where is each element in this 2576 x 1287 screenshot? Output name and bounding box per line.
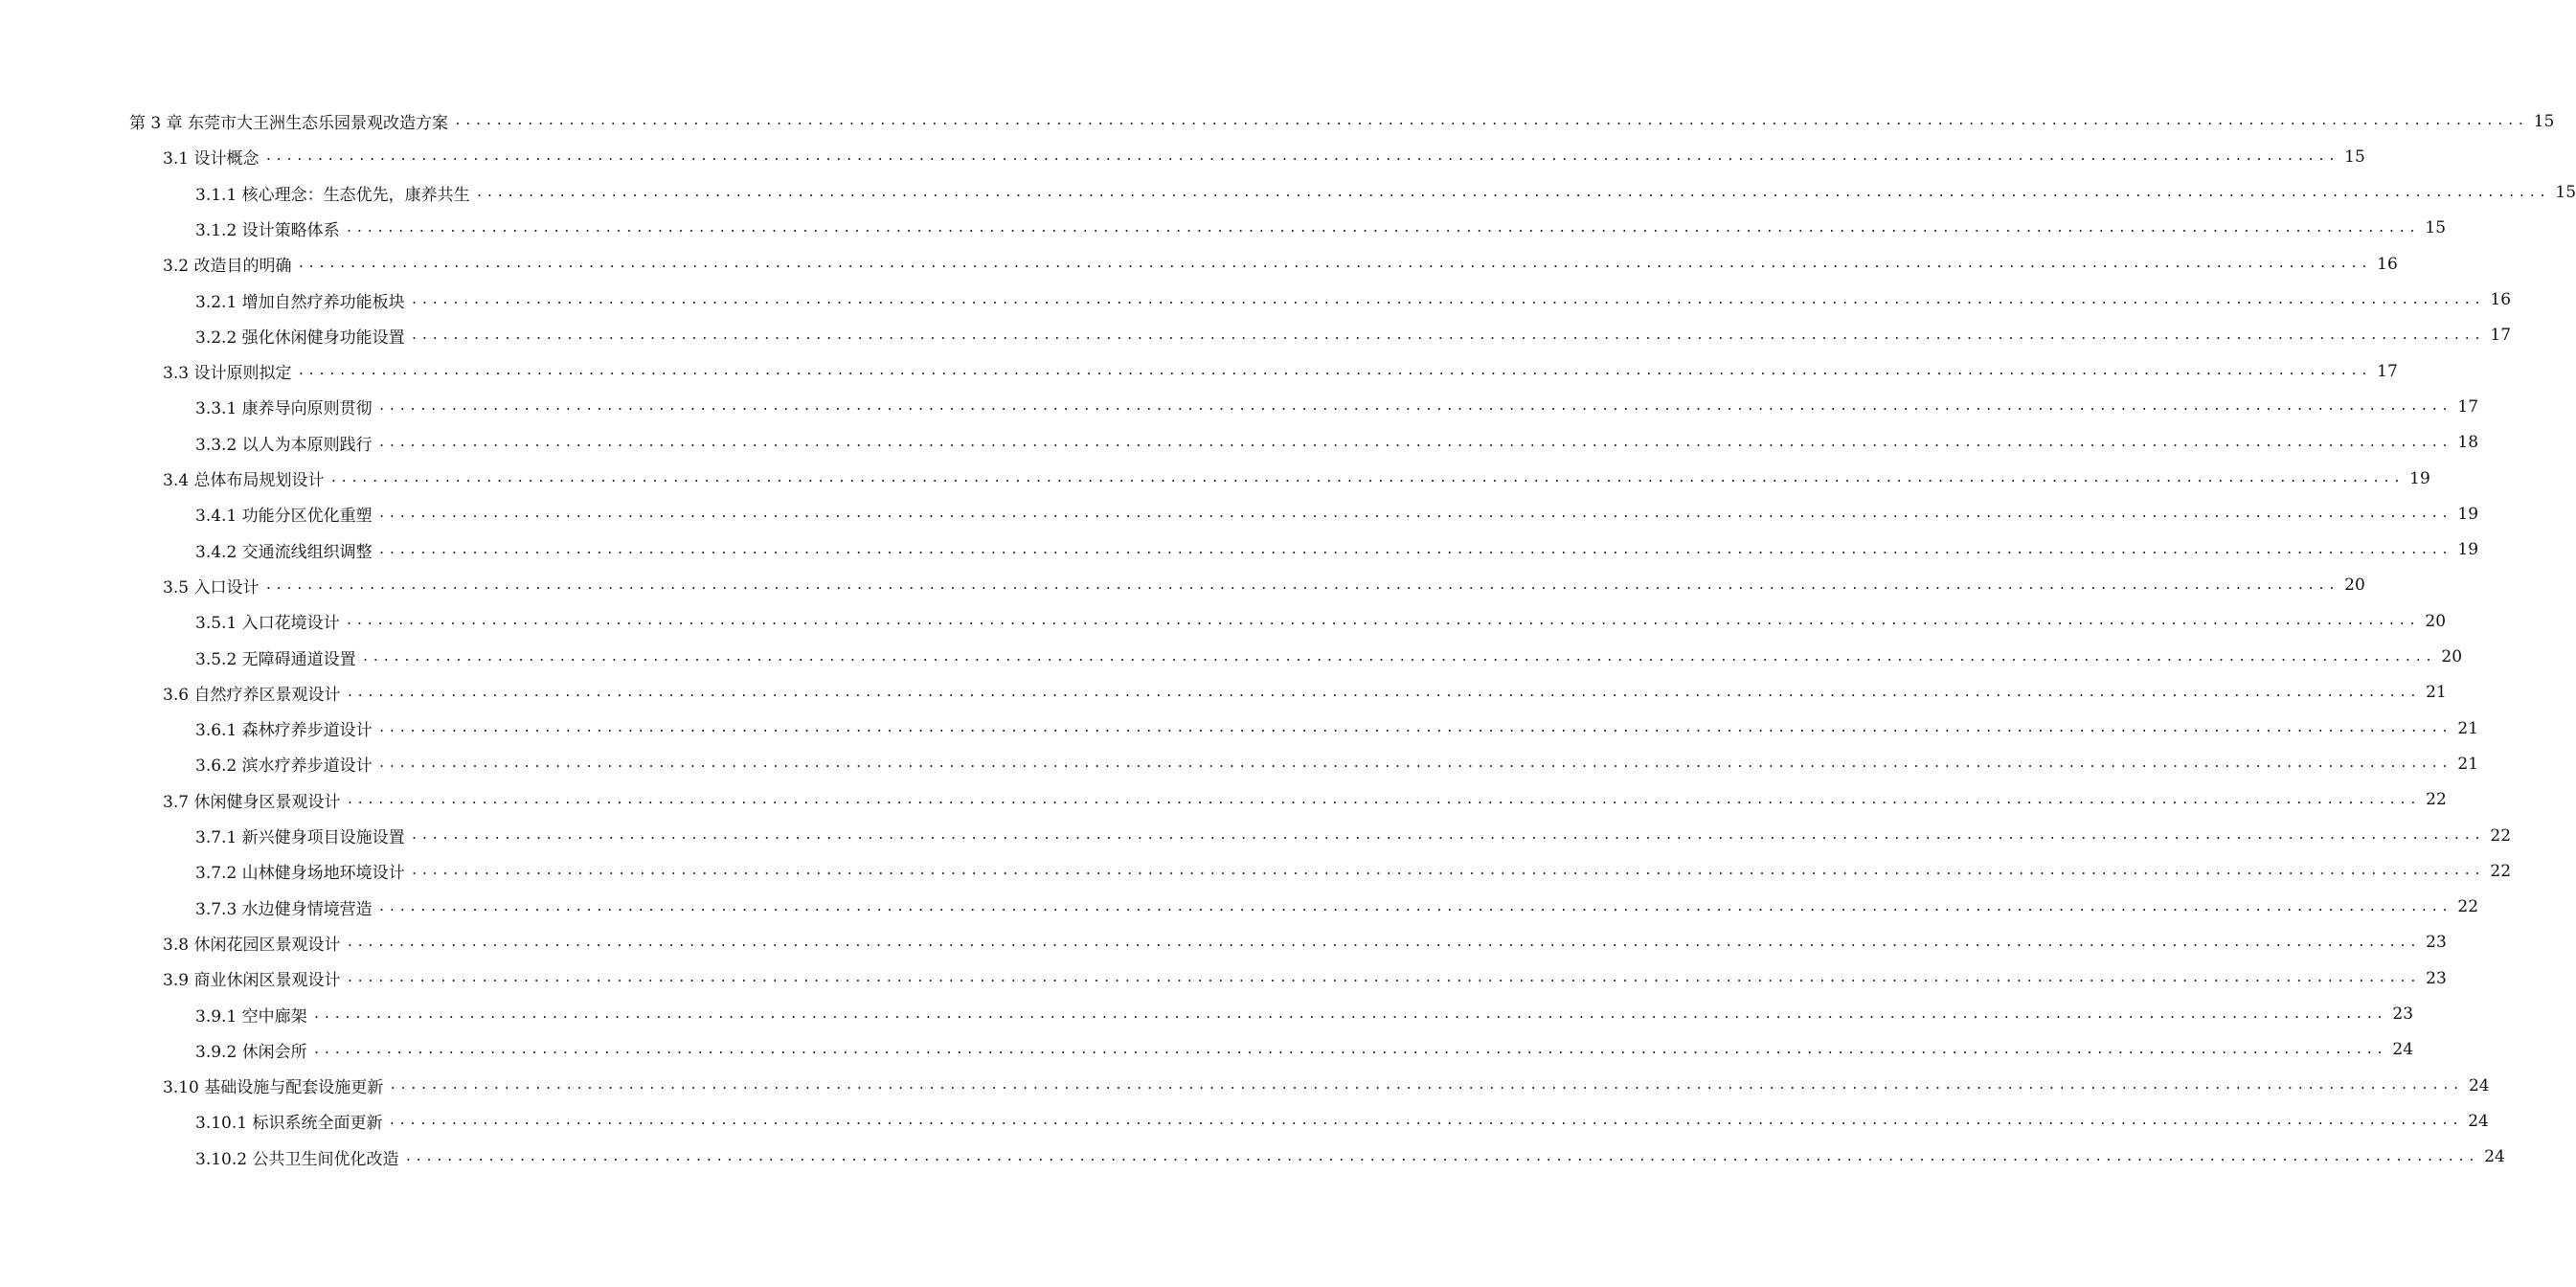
toc-dot-leader: ........................................................................................................................................................................................................ (377, 756, 2452, 772)
toc-entry-page-number: 17 (2490, 326, 2512, 346)
toc-entry-page-number: 16 (2377, 254, 2398, 274)
toc-entry-page-number: 17 (2377, 361, 2398, 381)
toc-entry[interactable] (195, 175, 2576, 211)
toc-dot-leader: ........................................................................................................................................................................................................ (410, 327, 2485, 343)
toc-dot-leader: ........................................................................................................................................................................................................ (264, 577, 2339, 593)
toc-entry-page-number: 22 (2490, 825, 2512, 846)
toc-dot-leader: ........................................................................................................................................................................................................ (377, 899, 2452, 914)
toc-entry-title: 3.10 基础设施与配套设施更新 (163, 1078, 384, 1098)
toc-entry[interactable] (163, 675, 2447, 711)
toc-entry-title: 3.6.1 森林疗养步道设计 (195, 721, 373, 741)
toc-entry-page-number: 18 (2457, 433, 2479, 453)
toc-dot-leader: ........................................................................................................................................................................................................ (377, 542, 2452, 557)
toc-entry-page-number: 21 (2426, 683, 2447, 703)
toc-entry-title: 3.7.1 新兴健身项目设施设置 (195, 828, 405, 847)
toc-entry-page-number: 22 (2457, 897, 2479, 917)
toc-entry-title: 3.10.1 标识系统全面更新 (195, 1114, 383, 1134)
toc-entry[interactable] (195, 997, 2414, 1032)
toc-entry-title: 3.7 休闲健身区景观设计 (163, 792, 341, 812)
toc-entry[interactable] (163, 139, 2365, 174)
toc-entry-page-number: 24 (2484, 1147, 2505, 1167)
toc-entry-page-number: 19 (2457, 540, 2479, 560)
toc-entry-page-number: 21 (2457, 718, 2479, 738)
toc-entry[interactable] (163, 925, 2447, 960)
toc-dot-leader: ........................................................................................................................................................................................................ (389, 1078, 2463, 1094)
toc-entry[interactable] (195, 211, 2447, 246)
toc-entry[interactable] (195, 1140, 2505, 1175)
toc-entry-page-number: 24 (2468, 1111, 2489, 1131)
toc-entry-page-number: 19 (2457, 504, 2479, 524)
toc-entry-page-number: 15 (2533, 111, 2555, 131)
toc-entry-title: 3.9 商业休闲区景观设计 (163, 971, 341, 991)
toc-dot-leader: ........................................................................................................................................................................................................ (345, 220, 2420, 236)
toc-entry[interactable] (195, 818, 2512, 853)
toc-entry-title: 3.5.1 入口花境设计 (195, 614, 340, 634)
toc-entry-page-number: 16 (2490, 290, 2512, 309)
toc-entry[interactable] (195, 1032, 2414, 1068)
toc-dot-leader: ........................................................................................................................................................................................................ (377, 435, 2452, 450)
toc-entry[interactable] (129, 103, 2555, 139)
toc-entry-page-number: 15 (2555, 183, 2576, 203)
toc-entry-title: 3.1.2 设计策略体系 (195, 220, 340, 240)
toc-dot-leader: ........................................................................................................................................................................................................ (404, 1149, 2478, 1164)
toc-entry-title: 3.3.1 康养导向原则贯彻 (195, 399, 373, 419)
toc-entry[interactable] (163, 1068, 2490, 1103)
toc-entry-page-number: 22 (2426, 790, 2447, 810)
toc-entry-page-number: 20 (2344, 576, 2365, 596)
toc-dot-leader: ........................................................................................................................................................................................................ (346, 792, 2420, 807)
toc-entry-page-number: 23 (2426, 933, 2447, 953)
toc-entry[interactable] (163, 782, 2447, 818)
toc-entry[interactable] (163, 461, 2430, 496)
toc-entry-title: 3.8 休闲花园区景观设计 (163, 935, 341, 955)
toc-dot-leader: ........................................................................................................................................................................................................ (312, 1006, 2387, 1022)
toc-dot-leader: ........................................................................................................................................................................................................ (377, 399, 2452, 415)
toc-entry[interactable] (195, 853, 2512, 889)
toc-entry-title: 3.3.2 以人为本原则践行 (195, 435, 373, 455)
toc-dot-leader: ........................................................................................................................................................................................................ (454, 114, 2528, 128)
toc-dot-leader: ........................................................................................................................................................................................................ (312, 1042, 2387, 1057)
toc-entry[interactable] (163, 960, 2447, 996)
toc-entry-title: 3.9.1 空中廊架 (195, 1006, 307, 1027)
toc-entry-title: 3.9.2 休闲会所 (195, 1042, 307, 1062)
toc-entry-page-number: 15 (2425, 218, 2447, 238)
toc-entry-title: 3.5 入口设计 (163, 577, 260, 598)
toc-entry-page-number: 23 (2426, 968, 2447, 988)
toc-entry-page-number: 24 (2468, 1075, 2490, 1095)
toc-entry[interactable] (195, 711, 2479, 746)
toc-entry-title: 3.4.1 功能分区优化重塑 (195, 507, 373, 527)
toc-entry-page-number: 22 (2490, 861, 2512, 881)
toc-entry[interactable] (163, 353, 2398, 389)
toc-entry-title: 3.7.3 水边健身情境营造 (195, 899, 373, 919)
toc-entry-title: 3.2 改造目的明确 (163, 257, 292, 277)
toc-entry[interactable] (195, 746, 2479, 781)
toc-entry-title: 3.2.1 增加自然疗养功能板块 (195, 292, 405, 312)
toc-entry-title: 3.2.2 强化休闲健身功能设置 (195, 327, 405, 348)
toc-entry-title: 3.6 自然疗养区景观设计 (163, 685, 341, 705)
toc-entry[interactable] (195, 890, 2479, 925)
toc-dot-leader: ........................................................................................................................................................................................................ (410, 864, 2485, 879)
toc-entry-title: 3.6.2 滨水疗养步道设计 (195, 756, 373, 777)
toc-dot-leader: ........................................................................................................................................................................................................ (346, 935, 2420, 950)
toc-entry-title: 3.10.2 公共卫生间优化改造 (195, 1149, 399, 1169)
toc-dot-leader: ........................................................................................................................................................................................................ (410, 292, 2485, 307)
toc-entry-page-number: 17 (2457, 396, 2479, 417)
toc-dot-leader: ........................................................................................................................................................................................................ (264, 149, 2339, 165)
toc-entry-page-number: 21 (2457, 754, 2479, 774)
toc-entry-page-number: 19 (2409, 468, 2430, 488)
toc-entry[interactable] (195, 532, 2479, 568)
toc-entry[interactable] (195, 425, 2479, 461)
toc-entry[interactable] (195, 282, 2512, 318)
toc-entry-page-number: 20 (2441, 647, 2463, 666)
toc-entry-title: 第 3 章 东莞市大王洲生态乐园景观改造方案 (129, 114, 449, 133)
toc-dot-leader: ........................................................................................................................................................................................................ (410, 828, 2485, 843)
toc-dot-leader: ........................................................................................................................................................................................................ (475, 185, 2550, 200)
toc-dot-leader: ........................................................................................................................................................................................................ (377, 507, 2452, 522)
toc-entry-title: 3.7.2 山林健身场地环境设计 (195, 864, 405, 884)
toc-entry[interactable] (195, 389, 2479, 424)
toc-entry-page-number: 20 (2425, 611, 2447, 631)
toc-entry[interactable] (195, 1103, 2489, 1139)
toc-entry[interactable] (195, 318, 2512, 353)
toc-entry-title: 3.4 总体布局规划设计 (163, 471, 325, 490)
toc-dot-leader: ........................................................................................................................................................................................................ (297, 257, 2371, 272)
toc-dot-leader: ........................................................................................................................................................................................................ (388, 1114, 2462, 1129)
toc-dot-leader: ........................................................................................................................................................................................................ (297, 364, 2371, 379)
toc-entry-title: 3.1 设计概念 (163, 149, 260, 169)
toc-entry-title: 3.5.2 无障碍通道设置 (195, 649, 356, 669)
toc-entry-title: 3.1.1 核心理念：生态优先，康养共生 (195, 185, 470, 205)
toc-entry-page-number: 15 (2344, 147, 2365, 167)
toc-dot-leader: ........................................................................................................................................................................................................ (346, 971, 2420, 986)
toc-entry[interactable] (163, 246, 2398, 282)
toc-entry[interactable] (195, 603, 2447, 639)
toc-dot-leader: ........................................................................................................................................................................................................ (345, 614, 2420, 629)
toc-entry[interactable] (163, 568, 2365, 603)
toc-entry-page-number: 23 (2392, 1005, 2414, 1024)
toc-entry[interactable] (195, 640, 2463, 675)
toc-dot-leader: ........................................................................................................................................................................................................ (361, 649, 2436, 665)
toc-dot-leader: ........................................................................................................................................................................................................ (329, 471, 2404, 485)
toc-entry-title: 3.4.2 交通流线组织调整 (195, 542, 373, 562)
toc-entry-page-number: 24 (2392, 1040, 2414, 1060)
toc-entry[interactable] (195, 496, 2479, 531)
toc-dot-leader: ........................................................................................................................................................................................................ (346, 685, 2420, 700)
toc-entry-title: 3.3 设计原则拟定 (163, 364, 292, 384)
toc-dot-leader: ........................................................................................................................................................................................................ (377, 721, 2452, 736)
